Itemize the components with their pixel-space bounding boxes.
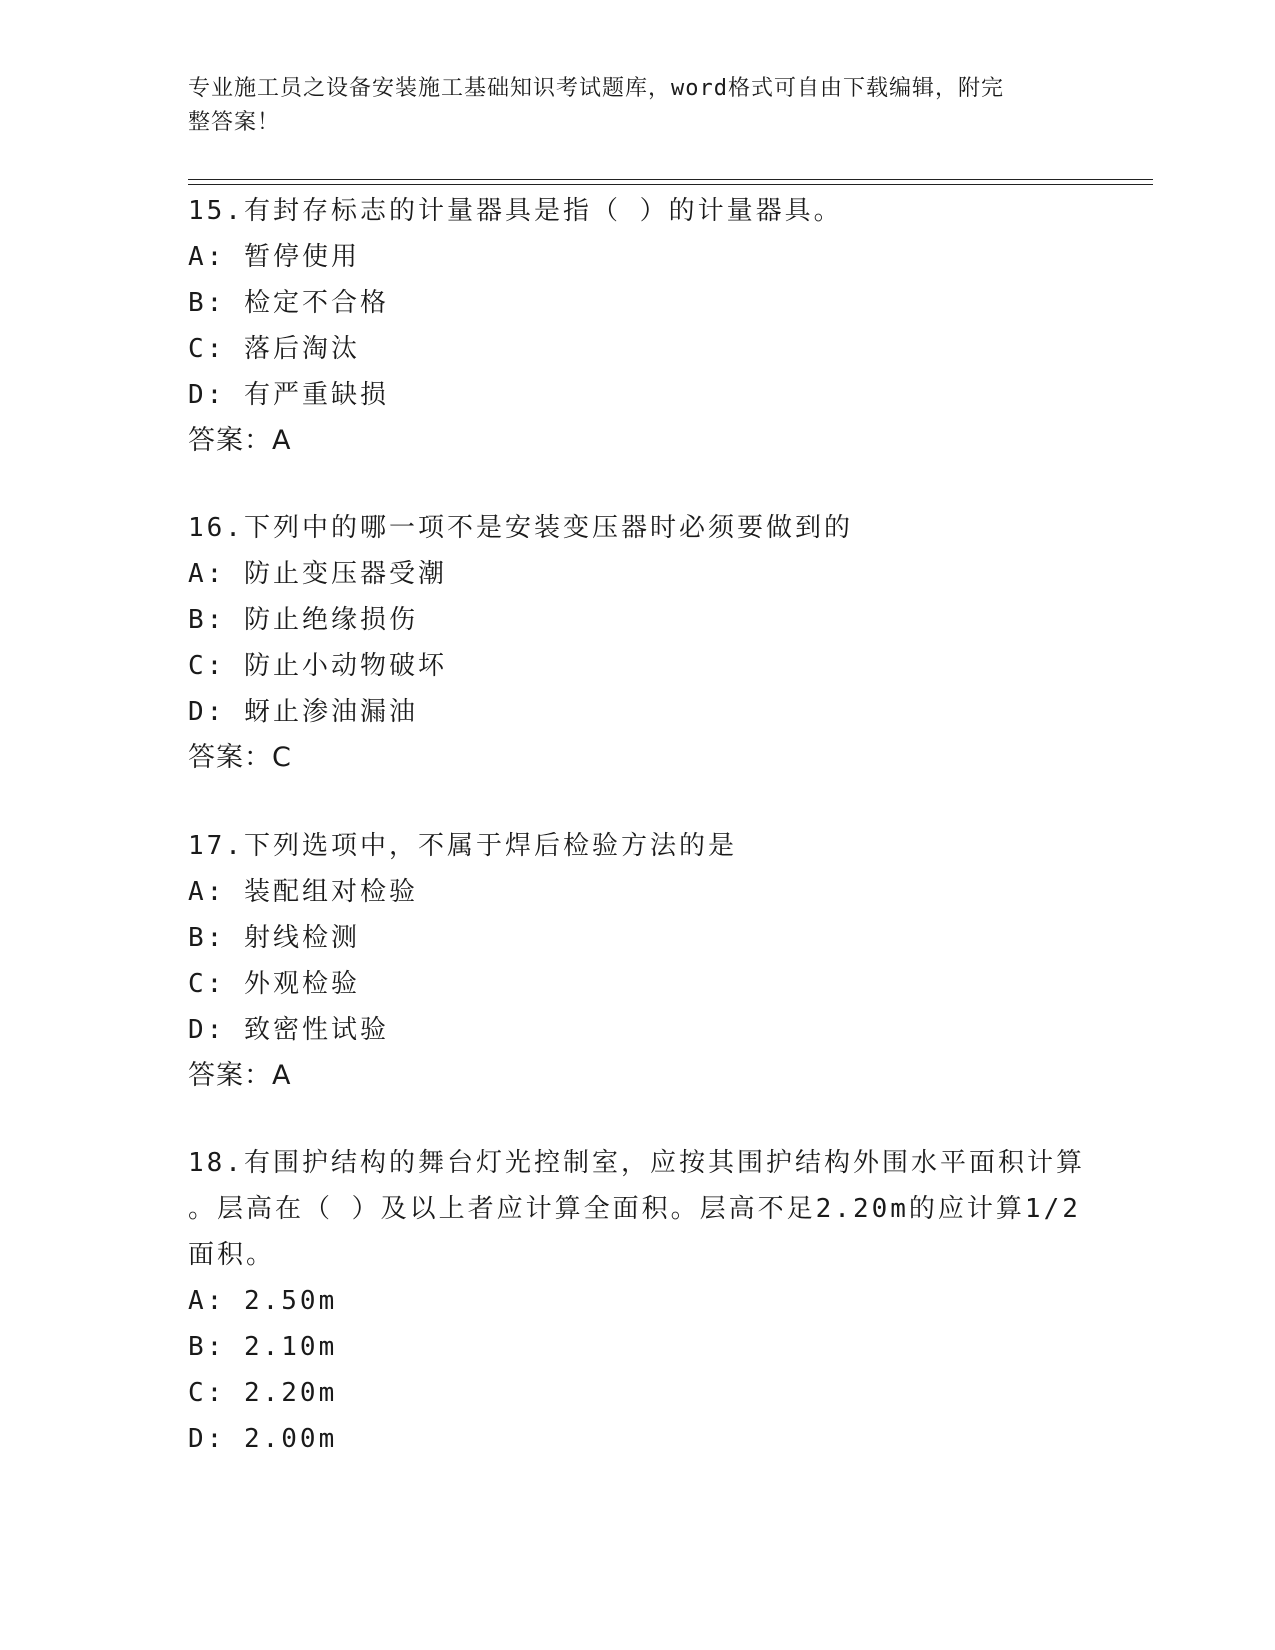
question-stem-line-2: 。层高在（ ）及以上者应计算全面积。层高不足2.20m的应计算1/2 xyxy=(188,1194,1081,1224)
option-a: A: 防止变压器受潮 xyxy=(188,559,447,589)
question-stem: 17.下列选项中，不属于焊后检验方法的是 xyxy=(188,831,737,861)
question-stem-line-1: 18.有围护结构的舞台灯光控制室，应按其围护结构外围水平面积计算 xyxy=(188,1148,1085,1178)
answer-text: 答案：C xyxy=(188,742,292,773)
document-header xyxy=(188,72,1068,140)
option-d: D: 致密性试验 xyxy=(188,1015,389,1045)
question-16 xyxy=(188,505,1088,781)
header-divider-bottom xyxy=(188,184,1153,185)
option-d: D: 2.00m xyxy=(188,1424,338,1454)
option-c: C: 外观检验 xyxy=(188,969,360,999)
question-stem: 15.有封存标志的计量器具是指（ ）的计量器具。 xyxy=(188,196,843,226)
option-c: C: 落后淘汰 xyxy=(188,334,360,364)
option-a: A: 装配组对检验 xyxy=(188,877,418,907)
option-d: D: 有严重缺损 xyxy=(188,380,389,410)
answer-text: 答案：A xyxy=(188,425,292,456)
answer-text: 答案：A xyxy=(188,1060,292,1091)
option-c: C: 防止小动物破坏 xyxy=(188,651,447,681)
header-line-1: 专业施工员之设备安装施工基础知识考试题库，word格式可自由下载编辑，附完 xyxy=(188,76,1004,101)
question-17 xyxy=(188,823,1088,1099)
header-divider-top xyxy=(188,179,1153,180)
question-stem: 16.下列中的哪一项不是安装变压器时必须要做到的 xyxy=(188,513,853,543)
option-b: B: 射线检测 xyxy=(188,923,360,953)
option-a: A: 暂停使用 xyxy=(188,242,360,272)
option-c: C: 2.20m xyxy=(188,1378,338,1408)
option-b: B: 检定不合格 xyxy=(188,288,389,318)
question-stem-line-3: 面积。 xyxy=(188,1240,276,1270)
question-18 xyxy=(188,1140,1088,1462)
option-a: A: 2.50m xyxy=(188,1286,338,1316)
question-15 xyxy=(188,188,1088,464)
option-d: D: 蚜止渗油漏油 xyxy=(188,697,418,727)
option-b: B: 2.10m xyxy=(188,1332,338,1362)
option-b: B: 防止绝缘损伤 xyxy=(188,605,418,635)
header-line-2: 整答案！ xyxy=(188,110,281,135)
